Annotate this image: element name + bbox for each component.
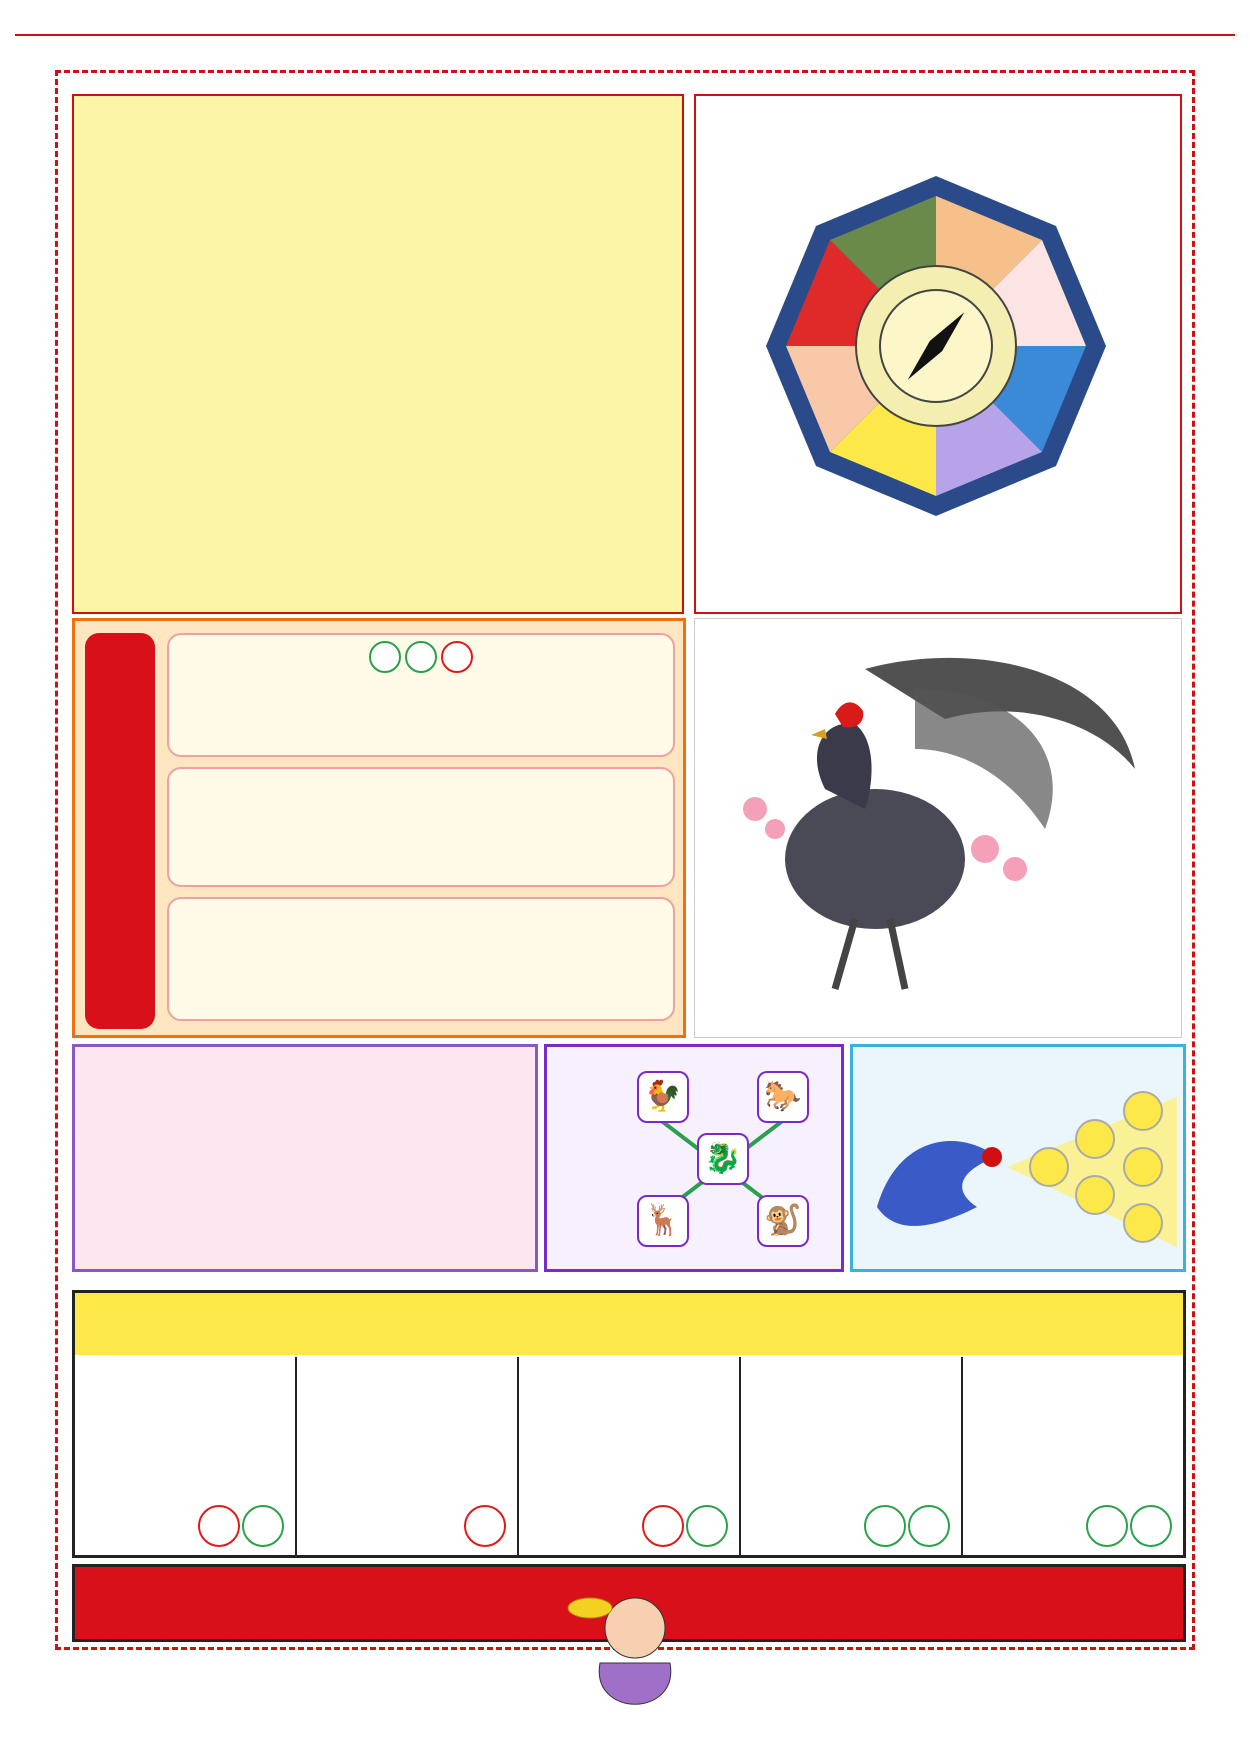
flower [1003,857,1027,881]
transparent-code-panel [544,1044,844,1272]
bagua-note [774,544,878,600]
wave-card-3 [167,897,675,1021]
rooster-painting [715,629,1155,1019]
deer-icon: 🦌 [637,1195,689,1247]
rooster-beak [811,729,827,739]
number-ball [864,1505,906,1547]
number-ball [441,641,473,673]
card-heading [181,641,661,679]
mascot-head [605,1598,665,1658]
border-bottom [12,1676,892,1710]
pearl-ball [1123,1147,1163,1187]
gold-ingot [568,1598,612,1618]
number-ball [242,1505,284,1547]
border-right [1198,72,1238,1672]
dragon-icon: 🐉 [697,1133,749,1185]
divination-panel [72,1290,1186,1558]
horse-icon: 🐎 [757,1071,809,1123]
rooster-comb [835,702,863,727]
wave-card-1 [167,633,675,757]
gate-balls [1085,1505,1173,1547]
monkey-icon: 🐒 [757,1195,809,1247]
gate-balls [863,1505,951,1547]
number-ball [198,1505,240,1547]
gate-column-1 [75,1357,297,1555]
pearl-ball [1123,1091,1163,1131]
dragon-body [877,1141,997,1226]
number-ball [686,1505,728,1547]
number-ball [642,1505,684,1547]
dragon-head [982,1147,1002,1167]
mascot-robe [599,1663,671,1704]
boy-mascot [560,1578,710,1748]
gate-column-2 [297,1357,519,1555]
pearl-ball [1123,1203,1163,1243]
rooster-body [785,789,965,929]
zodiac-poem-panel [72,1044,538,1272]
flower [765,819,785,839]
gate-column-5 [963,1357,1183,1555]
gate-balls [197,1505,285,1547]
poem-panel [72,94,684,614]
rooster-icon: 🐓 [637,1071,689,1123]
wave-panel [72,618,686,1038]
gate-column-4 [741,1357,963,1555]
pearl-ball [1075,1175,1115,1215]
wave-card-2 [167,767,675,887]
pearl-ball [1075,1119,1115,1159]
number-ball [405,641,437,673]
divination-band [75,1293,1183,1355]
rooster-panel [694,618,1182,1038]
gate-balls [641,1505,729,1547]
compass-pin [930,340,942,352]
bagua-wheel [746,166,1126,526]
dragon-panel [850,1044,1186,1272]
border-left [12,72,52,1672]
number-ball [464,1505,506,1547]
number-ball [1086,1505,1128,1547]
number-ball [908,1505,950,1547]
pearl-ball [1029,1147,1069,1187]
wave-side-title [85,633,155,1029]
rooster-legs [835,919,905,989]
bagua-panel [694,94,1182,614]
flower [743,797,767,821]
flower [971,835,999,863]
number-ball [1130,1505,1172,1547]
gate-column-3 [519,1357,741,1555]
border-top [12,36,1238,70]
number-ball [369,641,401,673]
gate-balls [463,1505,507,1547]
